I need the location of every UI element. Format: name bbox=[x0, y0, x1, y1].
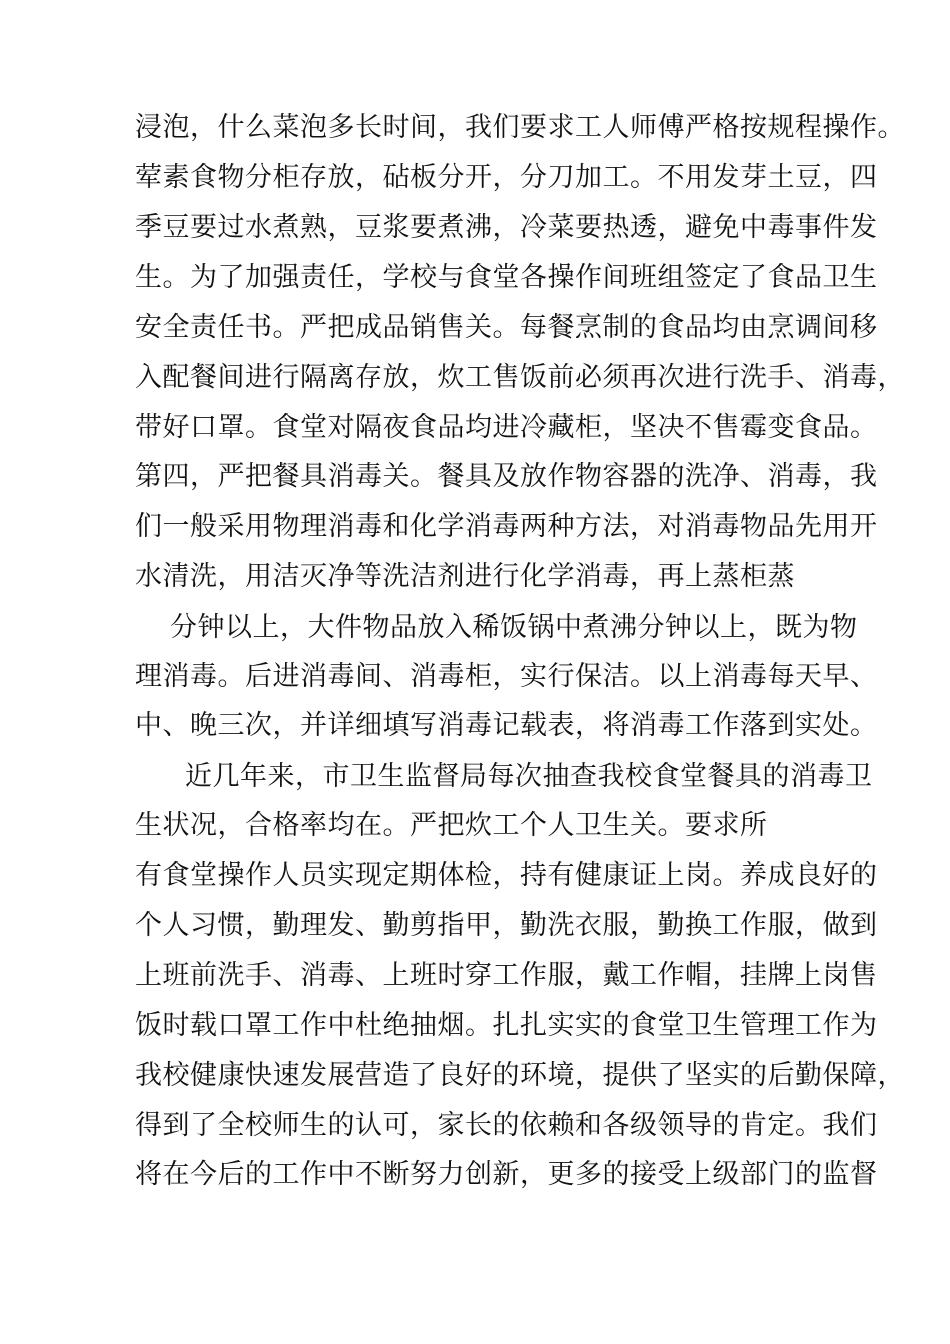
text-line: 分钟以上，大件物品放入稀饭锅中煮沸分钟以上，既为物 bbox=[170, 612, 858, 643]
text-line: 上班前洗手、消毒、上班时穿工作服，戴工作帽，挂牌上岗售 bbox=[135, 960, 878, 991]
text-line: 浸泡，什么菜泡多长时间，我们要求工人师傅严格按规程操作。 bbox=[135, 112, 905, 143]
text-line: 中、晚三次，并详细填写消毒记载表，将消毒工作落到实处。 bbox=[135, 710, 878, 741]
text-line: 安全责任书。严把成品销售关。每餐烹制的食品均由烹调间移 bbox=[135, 312, 878, 343]
text-line: 个人习惯，勤理发、勤剪指甲，勤洗衣服，勤换工作服，做到 bbox=[135, 910, 878, 941]
text-line: 生。为了加强责任，学校与食堂各操作间班组签定了食品卫生 bbox=[135, 262, 878, 293]
text-line: 入配餐间进行隔离存放，炊工售饭前必须再次进行洗手、消毒， bbox=[135, 362, 905, 393]
text-line: 我校健康快速发展营造了良好的环境，提供了坚实的后勤保障， bbox=[135, 1060, 905, 1091]
text-line: 第四，严把餐具消毒关。餐具及放作物容器的洗净、消毒，我 bbox=[135, 461, 878, 492]
text-line: 生状况，合格率均在。严把炊工个人卫生关。要求所 bbox=[135, 810, 768, 841]
text-line: 水清洗，用洁灭净等洗洁剂进行化学消毒，再上蒸柜蒸 bbox=[135, 561, 795, 592]
text-line: 近几年来，市卫生监督局每次抽查我校食堂餐具的消毒卫 bbox=[185, 761, 873, 792]
text-line: 有食堂操作人员实现定期体检，持有健康证上岗。养成良好的 bbox=[135, 860, 878, 891]
text-line: 带好口罩。食堂对隔夜食品均进冷藏柜，坚决不售霉变食品。 bbox=[135, 412, 878, 443]
text-line: 理消毒。后进消毒间、消毒柜，实行保洁。以上消毒每天早、 bbox=[135, 661, 878, 692]
text-line: 得到了全校师生的认可，家长的依赖和各级领导的肯定。我们 bbox=[135, 1110, 878, 1141]
text-line: 饭时载口罩工作中杜绝抽烟。扎扎实实的食堂卫生管理工作为 bbox=[135, 1010, 878, 1041]
text-line: 荤素食物分柜存放，砧板分开，分刀加工。不用发芽土豆，四 bbox=[135, 162, 878, 193]
text-line: 季豆要过水煮熟，豆浆要煮沸，冷菜要热透，避免中毒事件发 bbox=[135, 212, 878, 243]
text-line: 们一般采用物理消毒和化学消毒两种方法，对消毒物品先用开 bbox=[135, 511, 878, 542]
text-line: 将在今后的工作中不断努力创新，更多的接受上级部门的监督 bbox=[135, 1159, 878, 1190]
